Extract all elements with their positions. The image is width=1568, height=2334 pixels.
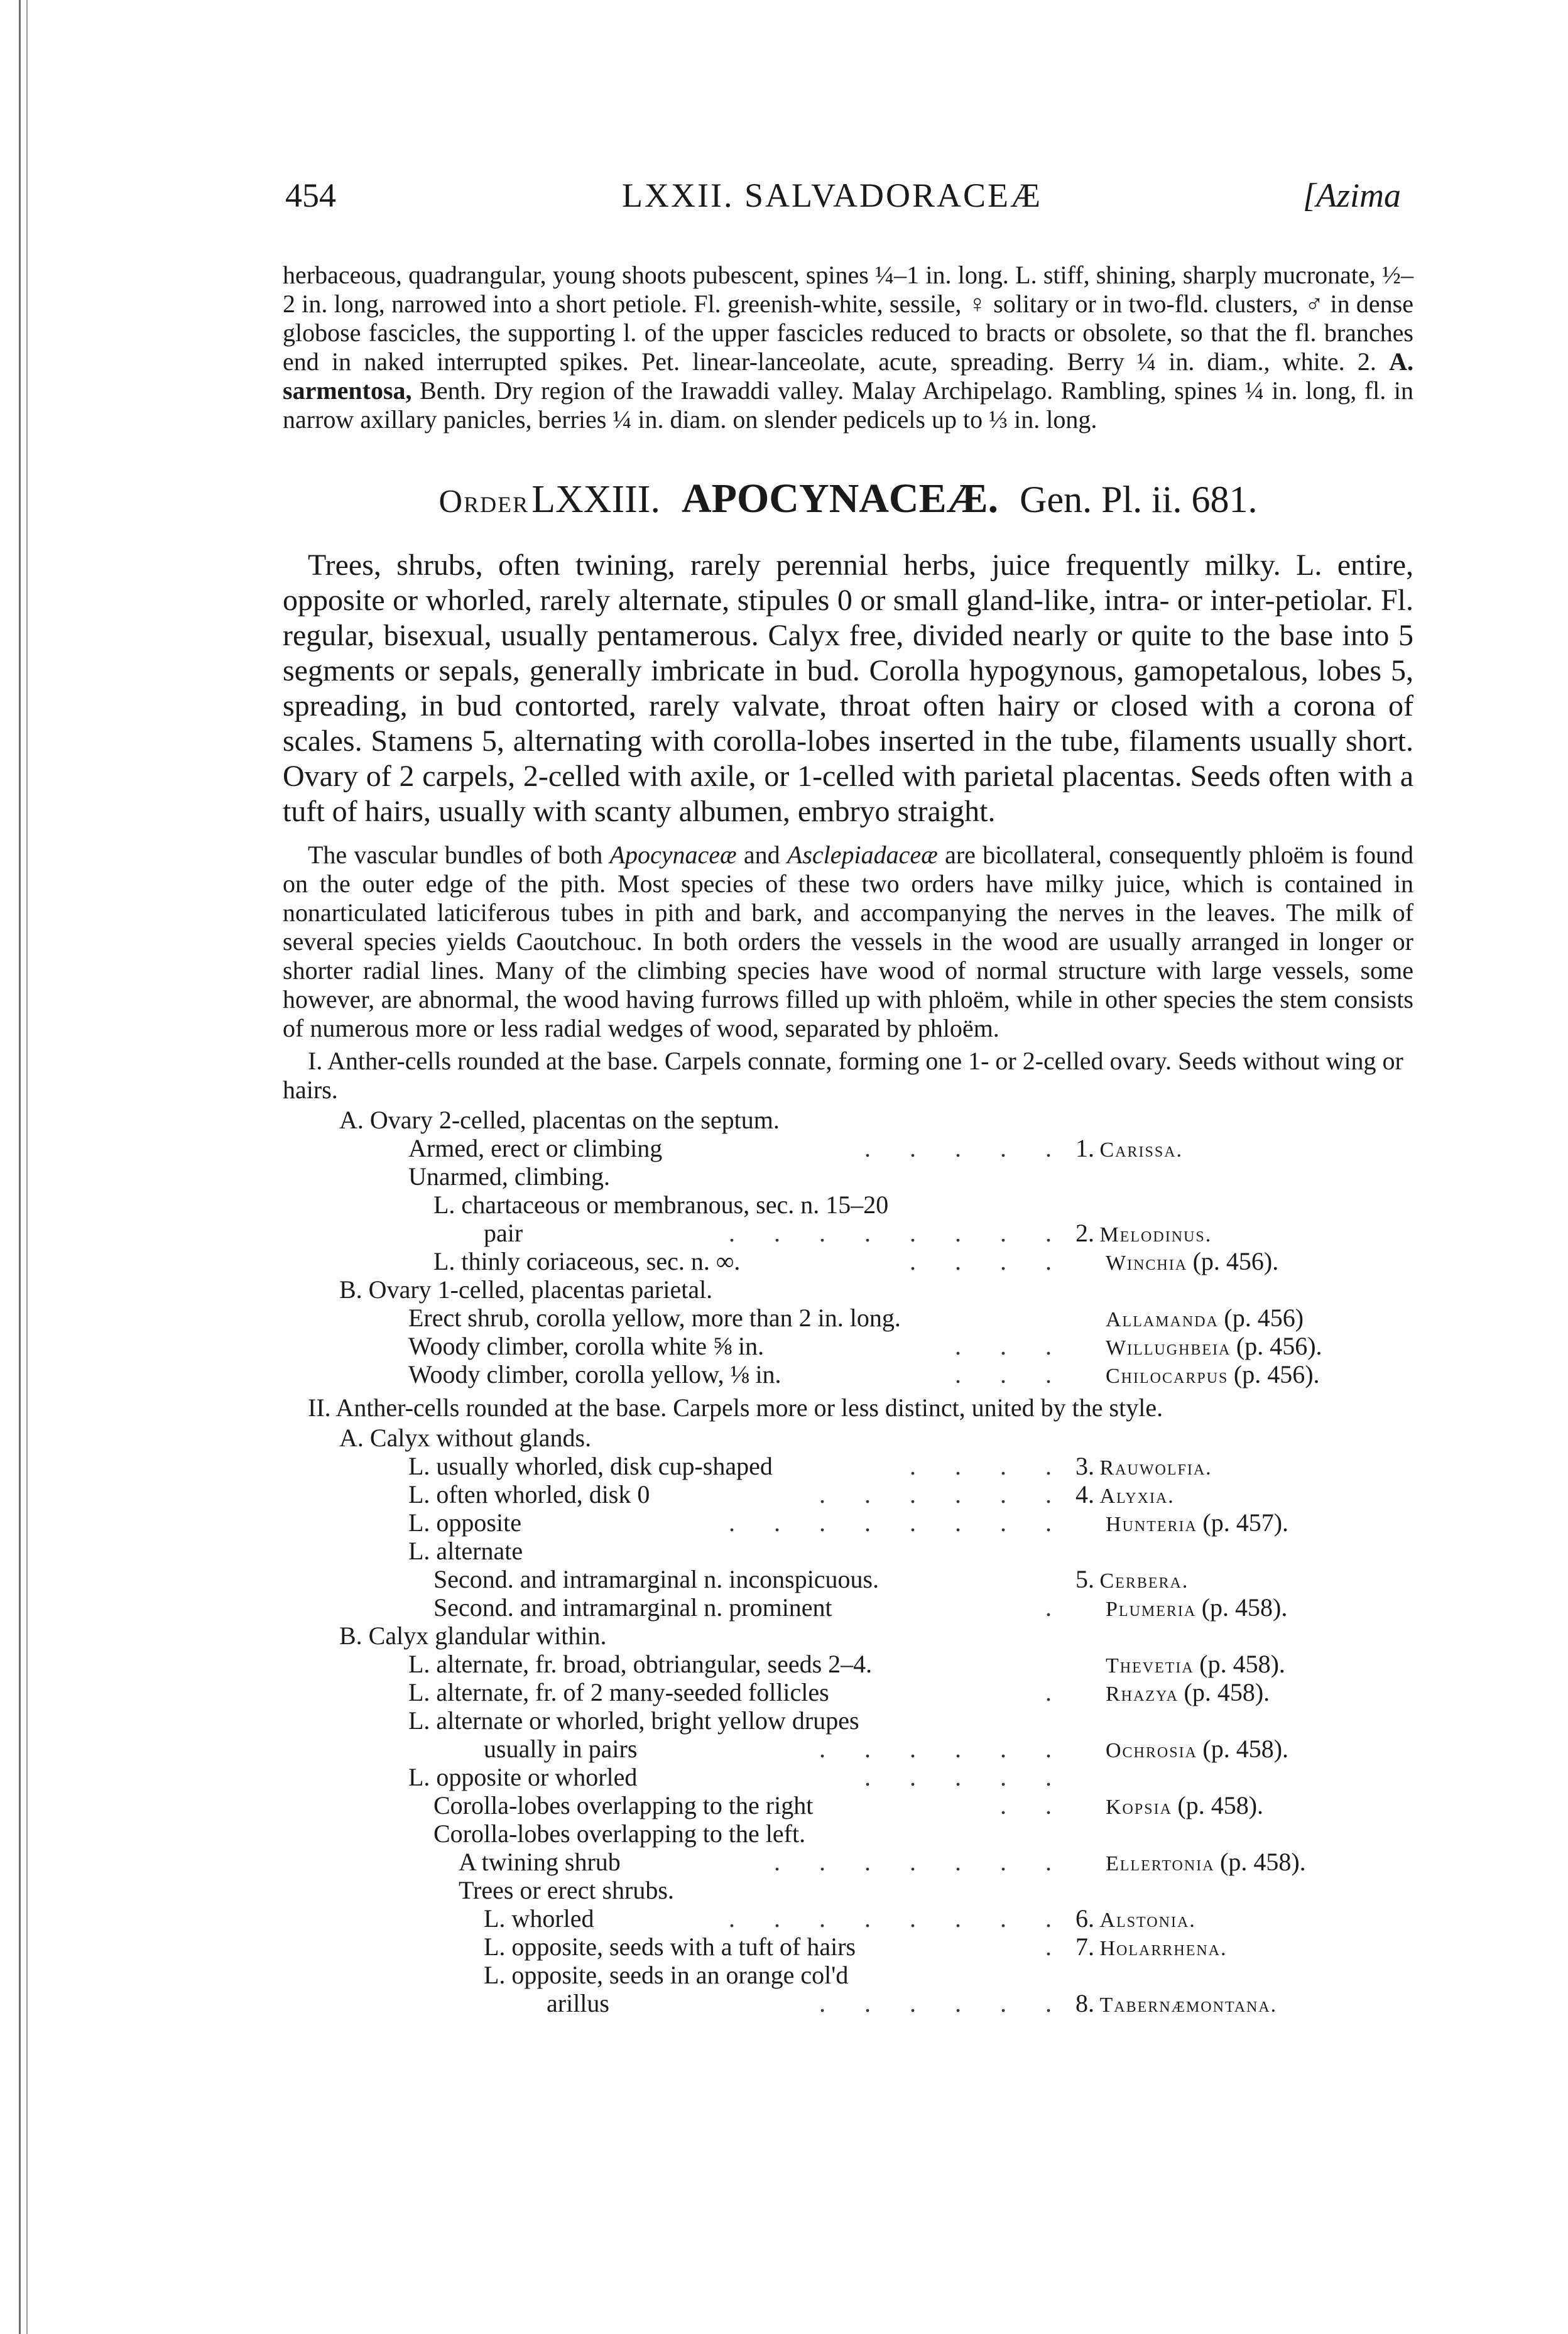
- key-row: [283, 1650, 1413, 1678]
- key-row-text: L. opposite, seeds with a tuft of hairs: [484, 1933, 856, 1961]
- key-row-text: Woody climber, corolla white ⅝ in.: [408, 1332, 765, 1360]
- key-row-leader-dots: . . . . . .: [819, 1989, 1068, 2017]
- key-row-page-ref: (p. 458).: [1201, 1593, 1288, 1622]
- vascular-paragraph: [283, 841, 1413, 1043]
- key-row-number: 5.: [1075, 1565, 1094, 1593]
- key-row-genus: [1106, 1735, 1288, 1765]
- key-row: [283, 1332, 1413, 1360]
- key-row-page-ref: (p. 456).: [1192, 1247, 1279, 1275]
- key-row-leader-dots: . . . .: [910, 1452, 1068, 1480]
- key-row-number: 6.: [1075, 1904, 1094, 1933]
- key-row-genus: [1106, 1508, 1288, 1539]
- key-row-genus-name: Thevetia: [1106, 1654, 1194, 1677]
- key-row-text: Armed, erect or climbing: [408, 1134, 663, 1162]
- key-row-leader-dots: . . . . . . . .: [729, 1508, 1068, 1537]
- key-row-number: 4.: [1075, 1480, 1094, 1508]
- vascular-and: and: [743, 841, 780, 869]
- key-row-text: Second. and intramarginal n. prominent: [433, 1593, 832, 1622]
- key-row-genus: [1106, 1304, 1304, 1334]
- intro-species: A. sarmentosa,: [283, 347, 1414, 405]
- key-row-genus-name: Chilocarpus: [1106, 1365, 1229, 1388]
- key-row-page-ref: (p. 456).: [1236, 1332, 1322, 1360]
- key-row: [283, 1593, 1413, 1622]
- key-row: [283, 1360, 1413, 1388]
- key-row-text: L. whorled: [484, 1904, 594, 1933]
- key-section-2-heading: II. Anther-cells rounded at the base. Carpels more or less distinct, united by the style.: [308, 1393, 1163, 1422]
- key-row: [283, 1819, 1413, 1848]
- key-row-text: L. chartaceous or membranous, sec. n. 15–20: [433, 1191, 889, 1219]
- key-row-page-ref: (p. 458).: [1202, 1735, 1289, 1763]
- key-row-leader-dots: . . . . . . . .: [729, 1219, 1068, 1247]
- running-header: [283, 94, 1413, 214]
- key-row-genus-name: Kopsia: [1106, 1796, 1172, 1819]
- key-row: [283, 1106, 1413, 1134]
- key-row-leader-dots: .: [1045, 1933, 1068, 1961]
- key-row: [283, 1933, 1413, 1961]
- key-row-leader-dots: . . . . .: [864, 1134, 1068, 1162]
- key-row-genus: [1106, 1360, 1320, 1390]
- key-row-genus: [1106, 1332, 1322, 1362]
- key-row-genus-name: Melodinus.: [1099, 1223, 1212, 1246]
- key-row-genus-name: Hunteria: [1106, 1513, 1197, 1536]
- key-row-text: L. opposite: [408, 1508, 521, 1537]
- order-word: Order: [438, 484, 530, 520]
- key-section-1-heading: I. Anther-cells rounded at the base. Carpels connate, forming one 1- or 2-celled ovary. Seeds without wing or hairs.: [283, 1047, 1403, 1104]
- key-row-page-ref: (p. 458).: [1220, 1848, 1306, 1876]
- key-row-text: Woody climber, corolla yellow, ⅛ in.: [408, 1360, 781, 1388]
- key-row: [283, 1480, 1413, 1508]
- key-row-genus: [1075, 1219, 1212, 1249]
- key-row-text: A twining shrub: [459, 1848, 621, 1876]
- key-row-text: L. usually whorled, disk cup-shaped: [408, 1452, 773, 1480]
- key-row: [283, 1191, 1413, 1219]
- key-row-page-ref: (p. 457).: [1202, 1508, 1289, 1537]
- key-row-leader-dots: . . . .: [910, 1247, 1068, 1275]
- key-row-genus-name: Willughbeia: [1106, 1336, 1231, 1360]
- key-row: [283, 1275, 1413, 1304]
- order-reference: Gen. Pl. ii. 681.: [1020, 479, 1258, 520]
- page-spine-line: [19, 0, 21, 2334]
- key-row-leader-dots: . . . . . . . .: [729, 1904, 1068, 1933]
- key-row: [283, 1219, 1413, 1247]
- key-row-text: B. Ovary 1-celled, placentas parietal.: [339, 1275, 713, 1304]
- key-row-text: L. alternate or whorled, bright yellow drupes: [408, 1706, 859, 1735]
- key-row-genus: [1106, 1678, 1270, 1708]
- key-row-genus: [1106, 1650, 1285, 1680]
- key-row-page-ref: (p. 456): [1224, 1304, 1304, 1332]
- key-row-genus: [1075, 1989, 1277, 2019]
- key-row-text: L. alternate, fr. broad, obtriangular, seeds 2–4.: [408, 1650, 873, 1678]
- order-number: LXXIII.: [531, 478, 660, 521]
- intro-text-1: herbaceous, quadrangular, young shoots pubescent, spines ¼–1 in. long. L. stiff, shining, sharply mucronate, ½–2 in. long, narrowed into a short petiole. Fl. greenish-white, sessile, ♀ solitary or in two-fld. clusters, ♂ in dense globose fascicles, the supporting l. of the upper fascicles reduced to bracts or obsolete, so that the fl. branches end in naked interrupted spikes. Pet. linear-lanceolate, acute, spreading. Berry ¼ in. diam., white. 2.: [283, 261, 1413, 376]
- key-row-leader-dots: . . .: [955, 1360, 1068, 1388]
- key-row: [283, 1848, 1413, 1876]
- key-row-genus-name: Carissa.: [1099, 1138, 1184, 1162]
- key-row-genus: [1106, 1848, 1306, 1878]
- key-row-genus-name: Holarrhena.: [1099, 1937, 1228, 1960]
- key-row-genus: [1106, 1593, 1287, 1623]
- key-row-text: B. Calyx glandular within.: [339, 1622, 607, 1650]
- key-row-genus-name: Rauwolfia.: [1099, 1456, 1212, 1480]
- key-row-genus-name: Alyxia.: [1099, 1485, 1175, 1508]
- key-row-number: 1.: [1075, 1134, 1094, 1162]
- genus-key-2: [283, 1424, 1413, 2017]
- key-row-text: A. Calyx without glands.: [339, 1424, 592, 1452]
- key-row: [283, 1876, 1413, 1904]
- key-row-page-ref: (p. 458).: [1184, 1678, 1270, 1706]
- key-row-genus: [1075, 1452, 1212, 1482]
- vascular-text-1: The vascular bundles of both: [308, 841, 603, 869]
- key-row-page-ref: (p. 458).: [1177, 1791, 1264, 1819]
- vascular-text-2: are bicollateral, consequently phloëm is found on the outer edge of the pith. Most species of these two orders have milky juice, which is contained in nonarticulated laticiferous tubes in pith and bark, and accompanying the nerves in the leaves. The milk of several species yields Caoutchouc. In both orders the vessels in the wood are usually arranged in longer or shorter radial lines. Many of the climbing species have wood of normal structure with large vessels, some however, are abnormal, the wood having furrows filled up with phloëm, while in other species the stem consists of numerous more or less radial wedges of wood, separated by phloëm.: [283, 841, 1414, 1042]
- key-row-genus-name: Ellertonia: [1106, 1852, 1215, 1875]
- key-row-text: L. alternate, fr. of 2 many-seeded follicles: [408, 1678, 829, 1706]
- key-row-leader-dots: . . . . . . .: [774, 1848, 1068, 1876]
- key-row-genus: [1106, 1247, 1278, 1277]
- key-row-text: Corolla-lobes overlapping to the right: [433, 1791, 814, 1819]
- book-page: [283, 94, 1413, 2017]
- key-row: [283, 1304, 1413, 1332]
- key-row-text: Corolla-lobes overlapping to the left.: [433, 1819, 806, 1848]
- key-row: [283, 1706, 1413, 1735]
- key-row-page-ref: (p. 458).: [1199, 1650, 1285, 1678]
- genus-key-1: [283, 1106, 1413, 1388]
- key-row-text: L. opposite or whorled: [408, 1763, 638, 1791]
- key-row-genus: [1075, 1134, 1183, 1164]
- key-row-text: A. Ovary 2-celled, placentas on the septum.: [339, 1106, 780, 1134]
- header-title: LXXII. SALVADORACEÆ: [622, 177, 1043, 214]
- key-row: [283, 1162, 1413, 1191]
- key-row-genus-name: Winchia: [1106, 1252, 1188, 1275]
- key-row-text: usually in pairs: [484, 1735, 638, 1763]
- key-row-number: 3.: [1075, 1452, 1094, 1480]
- key-row-genus: [1075, 1565, 1189, 1595]
- key-row-genus-name: Ochrosia: [1106, 1739, 1197, 1762]
- key-row-page-ref: (p. 456).: [1233, 1360, 1320, 1388]
- key-row-leader-dots: . . . . . .: [819, 1735, 1068, 1763]
- key-row-leader-dots: . . . . . .: [819, 1480, 1068, 1508]
- intro-paragraph: [283, 261, 1413, 434]
- key-row-genus-name: Cerbera.: [1099, 1569, 1189, 1593]
- key-row: [283, 1565, 1413, 1593]
- key-row-text: L. opposite, seeds in an orange col'd: [484, 1961, 849, 1989]
- key-row-text: Unarmed, climbing.: [408, 1162, 611, 1191]
- key-row-text: Second. and intramarginal n. inconspicuous.: [433, 1565, 879, 1593]
- key-row-leader-dots: . . .: [955, 1332, 1068, 1360]
- order-description: Trees, shrubs, often twining, rarely perennial herbs, juice frequently milky. L. entire, opposite or whorled, rarely alternate, stipules 0 or small gland-like, intra- or inter-petiolar. Fl. regular, bisexual, usually pentamerous. Calyx free, divided nearly or quite to the base into 5 segments or sepals, generally imbricate in bud. Corolla hypogynous, gamopetalous, lobes 5, spreading, in bud contorted, rarely valvate, throat often hairy or closed with a corona of scales. Stamens 5, alternating with corolla-lobes inserted in the tube, filaments usually short. Ovary of 2 carpels, 2-celled with axile, or 1-celled with parietal placentas. Seeds often with a tuft of hairs, usually with scanty albumen, embryo straight.: [283, 548, 1413, 828]
- key-row-genus: [1075, 1933, 1228, 1963]
- key-row-text: L. thinly coriaceous, sec. n. ∞.: [433, 1247, 741, 1275]
- intro-text-2: Benth. Dry region of the Irawaddi valley. Malay Archipelago. Rambling, spines ¼ in. long, fl. in narrow axillary panicles, berries ¼ in. diam. on slender pedicels up to ⅓ in. long.: [283, 376, 1414, 434]
- order-heading: [283, 475, 1413, 523]
- key-row-number: 8.: [1075, 1989, 1094, 2017]
- key-row-genus-name: Allamanda: [1106, 1308, 1219, 1331]
- key-row: [283, 1537, 1413, 1565]
- key-row: [283, 1247, 1413, 1275]
- key-row-leader-dots: .: [1045, 1593, 1068, 1622]
- key-row-leader-dots: . . . . .: [864, 1763, 1068, 1791]
- key-row-number: 2.: [1075, 1219, 1094, 1247]
- key-row: [283, 1424, 1413, 1452]
- page-spine-line-inner: [26, 0, 28, 2334]
- key-row: [283, 1134, 1413, 1162]
- key-row-text: pair: [484, 1219, 523, 1247]
- key-row-text: L. alternate: [408, 1537, 523, 1565]
- key-row-text: arillus: [547, 1989, 609, 2017]
- key-row: [283, 1763, 1413, 1791]
- key-row: [283, 1735, 1413, 1763]
- key-row: [283, 1989, 1413, 2017]
- key-row: [283, 1904, 1413, 1933]
- key-row-leader-dots: .: [1045, 1678, 1068, 1706]
- key-row: [283, 1622, 1413, 1650]
- key-row: [283, 1678, 1413, 1706]
- key-row-text: Trees or erect shrubs.: [459, 1876, 674, 1904]
- key-row-genus: [1075, 1480, 1175, 1510]
- order-name: APOCYNACEÆ.: [681, 476, 999, 521]
- key-row-leader-dots: . .: [1000, 1791, 1068, 1819]
- header-running-genus: [Azima: [1302, 177, 1401, 214]
- vascular-term-2: Asclepiadaceæ: [787, 841, 938, 869]
- key-row-genus-name: Tabernæmontana.: [1099, 1993, 1278, 2017]
- key-row-text: Erect shrub, corolla yellow, more than 2 in. long.: [408, 1304, 901, 1332]
- key-row: [283, 1508, 1413, 1537]
- key-row-text: L. often whorled, disk 0: [408, 1480, 650, 1508]
- key-row-genus-name: Alstonia.: [1099, 1909, 1196, 1932]
- key-row-genus-name: Rhazya: [1106, 1682, 1179, 1706]
- key-row-genus-name: Plumeria: [1106, 1598, 1197, 1621]
- key-row-genus: [1075, 1904, 1196, 1934]
- key-row: [283, 1791, 1413, 1819]
- page-number: 454: [285, 177, 336, 214]
- key-row: [283, 1452, 1413, 1480]
- key-row-number: 7.: [1075, 1933, 1094, 1961]
- key-row: [283, 1961, 1413, 1989]
- key-row-genus: [1106, 1791, 1263, 1821]
- vascular-term-1: Apocynaceæ: [609, 841, 737, 869]
